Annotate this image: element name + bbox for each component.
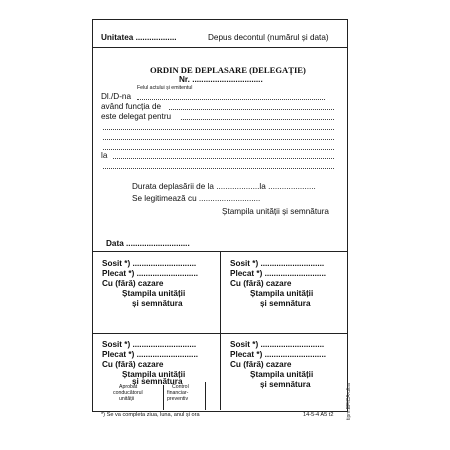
- stamp-line2-box3: și semnătura: [132, 377, 183, 386]
- arrived-field-4: Sosit *) ............................: [230, 340, 325, 349]
- left-field-1: Plecat *) ...........................: [102, 269, 199, 278]
- la-label: la: [101, 151, 108, 160]
- delegated-label: este delegat pentru: [101, 112, 172, 121]
- left-field-3: Plecat *) ...........................: [102, 350, 199, 359]
- function-fill-line: [169, 109, 334, 110]
- date-label: Data ............................: [106, 239, 190, 248]
- control-line-3: preventiv: [167, 396, 189, 402]
- approval-line-2: conducătorul: [113, 390, 143, 396]
- act-issuer-note: Felul actului și emitentul: [137, 85, 193, 91]
- form-title: ORDIN DE DEPLASARE (DELEGAȚIE): [150, 65, 306, 75]
- dl-label: Dl./D-na: [101, 92, 132, 101]
- form-code: 14-5-4 A5 t2: [303, 412, 334, 418]
- footer-note: *) Se va completa ziua, luna, anul și ora: [101, 412, 200, 418]
- la-fill-line: [113, 158, 334, 159]
- function-label: având funcția de: [101, 102, 162, 111]
- stamp-line1-box3: Ștampila unității: [122, 370, 186, 379]
- fill-line-4: [103, 168, 334, 169]
- left-field-2: Plecat *) ...........................: [230, 269, 327, 278]
- fill-line-2: [103, 139, 334, 140]
- delegated-fill-line: [181, 119, 334, 120]
- control-line-2: financiar-: [167, 390, 189, 396]
- dl-fill-line: [137, 99, 325, 100]
- arrived-field-1: Sosit *) ............................: [102, 259, 197, 268]
- lodging-field-4: Cu (fără) cazare: [230, 360, 292, 369]
- stamp-line1-box4: Ștampila unității: [250, 370, 314, 379]
- lodging-field-2: Cu (fără) cazare: [230, 279, 292, 288]
- control-line-1: Control: [172, 384, 189, 390]
- control-divider: [205, 382, 206, 410]
- stamp-line2-box4: și semnătura: [260, 380, 311, 389]
- unit-label: Unitatea ..................: [101, 33, 177, 42]
- form-number: Nr. ...............................: [179, 75, 263, 84]
- fill-line-1: [103, 129, 334, 130]
- lodging-field-3: Cu (fără) cazare: [102, 360, 164, 369]
- approval-line-1: Aprobat: [119, 384, 138, 390]
- fill-line-3: [103, 149, 334, 150]
- legitimation-label: Se legitimează cu ...........................: [132, 194, 261, 203]
- unit-stamp-signature: Ștampila unității și semnătura: [222, 207, 329, 216]
- duration-label: Durata deplasării de la ...................la .....................: [132, 182, 316, 191]
- boxes-vertical-divider: [220, 251, 221, 410]
- stamp-line2-box1: și semnătura: [132, 299, 183, 308]
- approval-line-3: unității: [119, 396, 134, 402]
- left-field-4: Plecat *) ...........................: [230, 350, 327, 359]
- header-divider: [93, 47, 347, 48]
- stamp-line2-box2: și semnătura: [260, 299, 311, 308]
- stamp-line1-box2: Ștampila unității: [250, 289, 314, 298]
- stamp-line1-box1: Ștampila unității: [122, 289, 186, 298]
- approval-divider: [163, 385, 164, 410]
- deposit-label: Depus decontul (numărul și data): [208, 33, 329, 42]
- printer-side-text: tipm.EFICA-ultra: [346, 383, 352, 420]
- arrived-field-3: Sosit *) ............................: [102, 340, 197, 349]
- arrived-field-2: Sosit *) ............................: [230, 259, 325, 268]
- lodging-field-1: Cu (fără) cazare: [102, 279, 164, 288]
